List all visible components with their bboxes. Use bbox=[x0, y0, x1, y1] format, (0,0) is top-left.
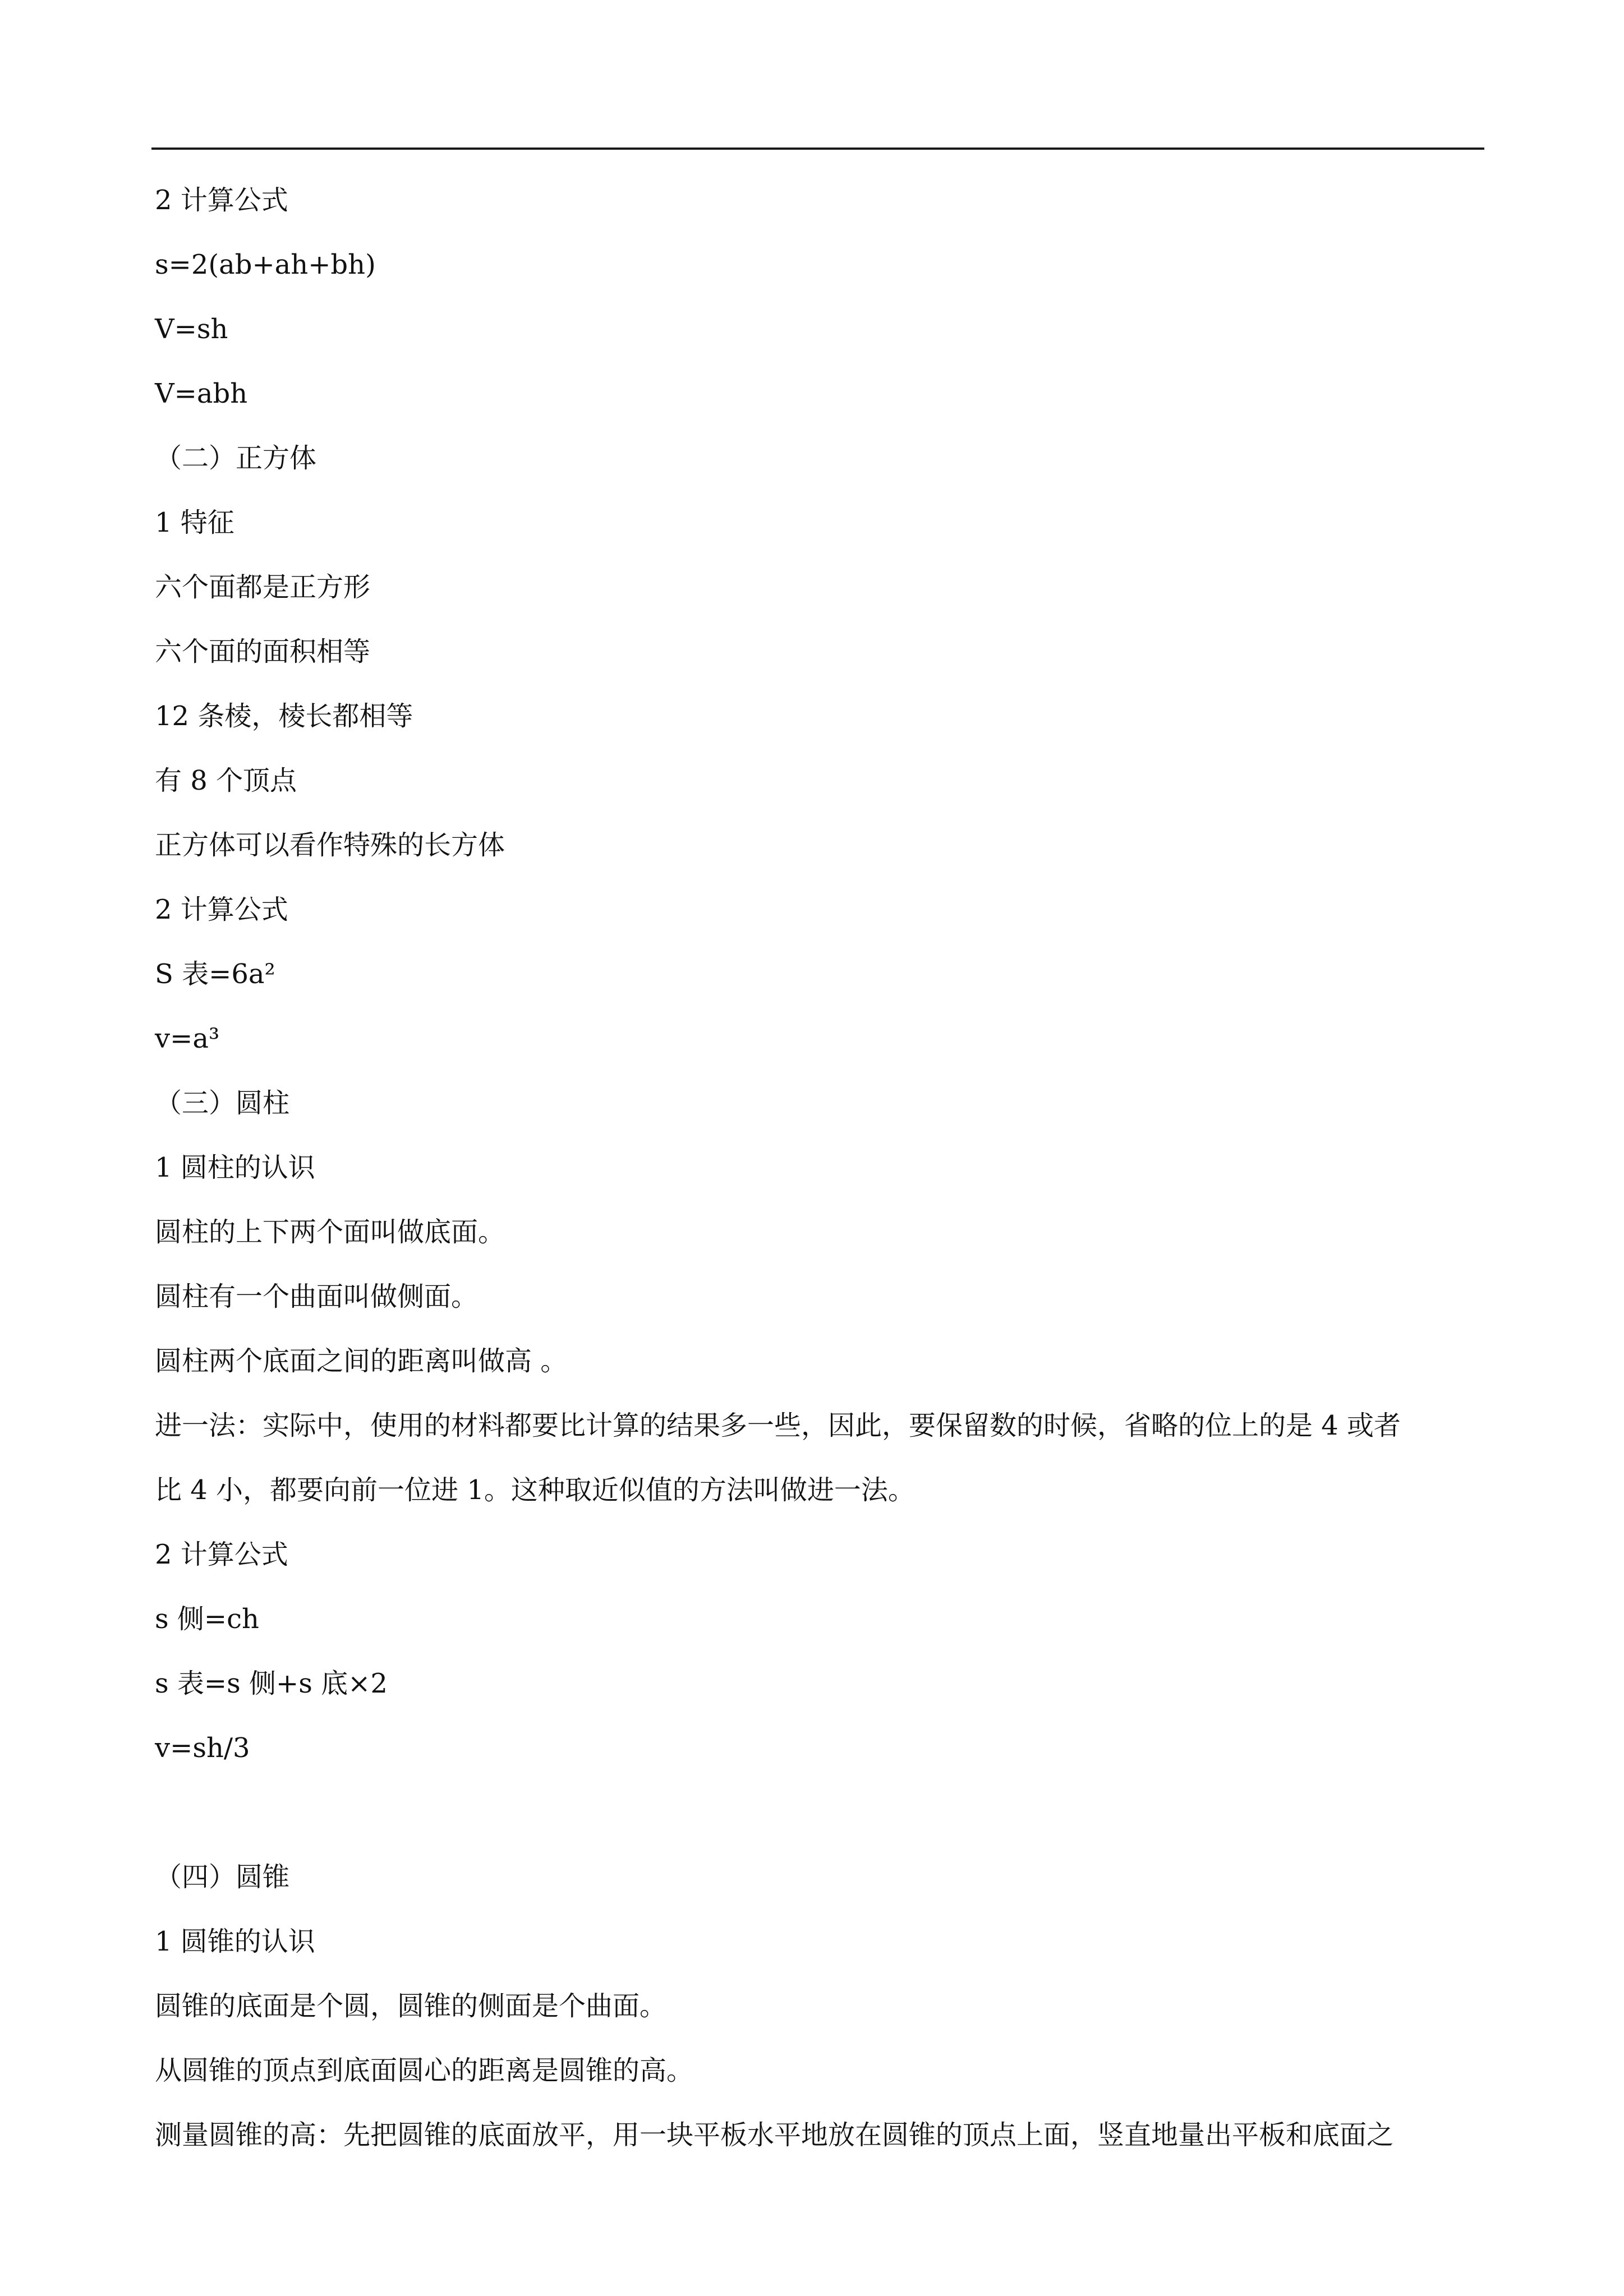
formula-line: S 表=6a² bbox=[155, 958, 275, 990]
text-line: 12 条棱，棱长都相等 bbox=[155, 700, 413, 732]
header-rule bbox=[151, 147, 1484, 150]
text-line: 六个面都是正方形 bbox=[155, 571, 371, 603]
subsection-heading: 2 计算公式 bbox=[155, 894, 288, 925]
formula-line: s 侧=ch bbox=[155, 1603, 259, 1635]
section-heading: （二）正方体 bbox=[155, 442, 317, 474]
text-line: 进一法：实际中，使用的材料都要比计算的结果多一些，因此，要保留数的时候，省略的位上的是 4 或者 bbox=[155, 1410, 1401, 1441]
formula-line: V=abh bbox=[155, 378, 248, 409]
text-line: 圆柱两个底面之间的距离叫做高 。 bbox=[155, 1345, 568, 1377]
section-heading: （三）圆柱 bbox=[155, 1087, 290, 1119]
text-line: 圆柱的上下两个面叫做底面。 bbox=[155, 1216, 505, 1248]
formula-line: v=a³ bbox=[155, 1023, 220, 1054]
formula-line: s 表=s 侧+s 底×2 bbox=[155, 1668, 388, 1699]
text-line: 从圆锥的顶点到底面圆心的距离是圆锥的高。 bbox=[155, 2055, 694, 2086]
formula-line: s=2(ab+ah+bh) bbox=[155, 249, 376, 280]
text-line: 正方体可以看作特殊的长方体 bbox=[155, 829, 505, 861]
text-line: 2 计算公式 bbox=[155, 185, 288, 216]
text-line: 有 8 个顶点 bbox=[155, 765, 297, 796]
text-line: 测量圆锥的高：先把圆锥的底面放平，用一块平板水平地放在圆锥的顶点上面，竖直地量出平板和底面之 bbox=[155, 2119, 1394, 2151]
text-line: 圆柱有一个曲面叫做侧面。 bbox=[155, 1281, 479, 1312]
subsection-heading: 1 圆柱的认识 bbox=[155, 1152, 315, 1183]
text-line: 比 4 小，都要向前一位进 1。这种取近似值的方法叫做进一法。 bbox=[155, 1474, 915, 1506]
formula-line: v=sh/3 bbox=[155, 1732, 250, 1764]
subsection-heading: 1 特征 bbox=[155, 507, 234, 538]
text-line: 六个面的面积相等 bbox=[155, 636, 371, 667]
section-heading: （四）圆锥 bbox=[155, 1861, 290, 1893]
subsection-heading: 1 圆锥的认识 bbox=[155, 1926, 315, 1957]
document-body bbox=[155, 168, 1488, 2168]
blank-line bbox=[155, 1781, 1488, 1845]
formula-line: V=sh bbox=[155, 313, 228, 345]
subsection-heading: 2 计算公式 bbox=[155, 1539, 288, 1570]
text-line: 圆锥的底面是个圆，圆锥的侧面是个曲面。 bbox=[155, 1990, 667, 2022]
